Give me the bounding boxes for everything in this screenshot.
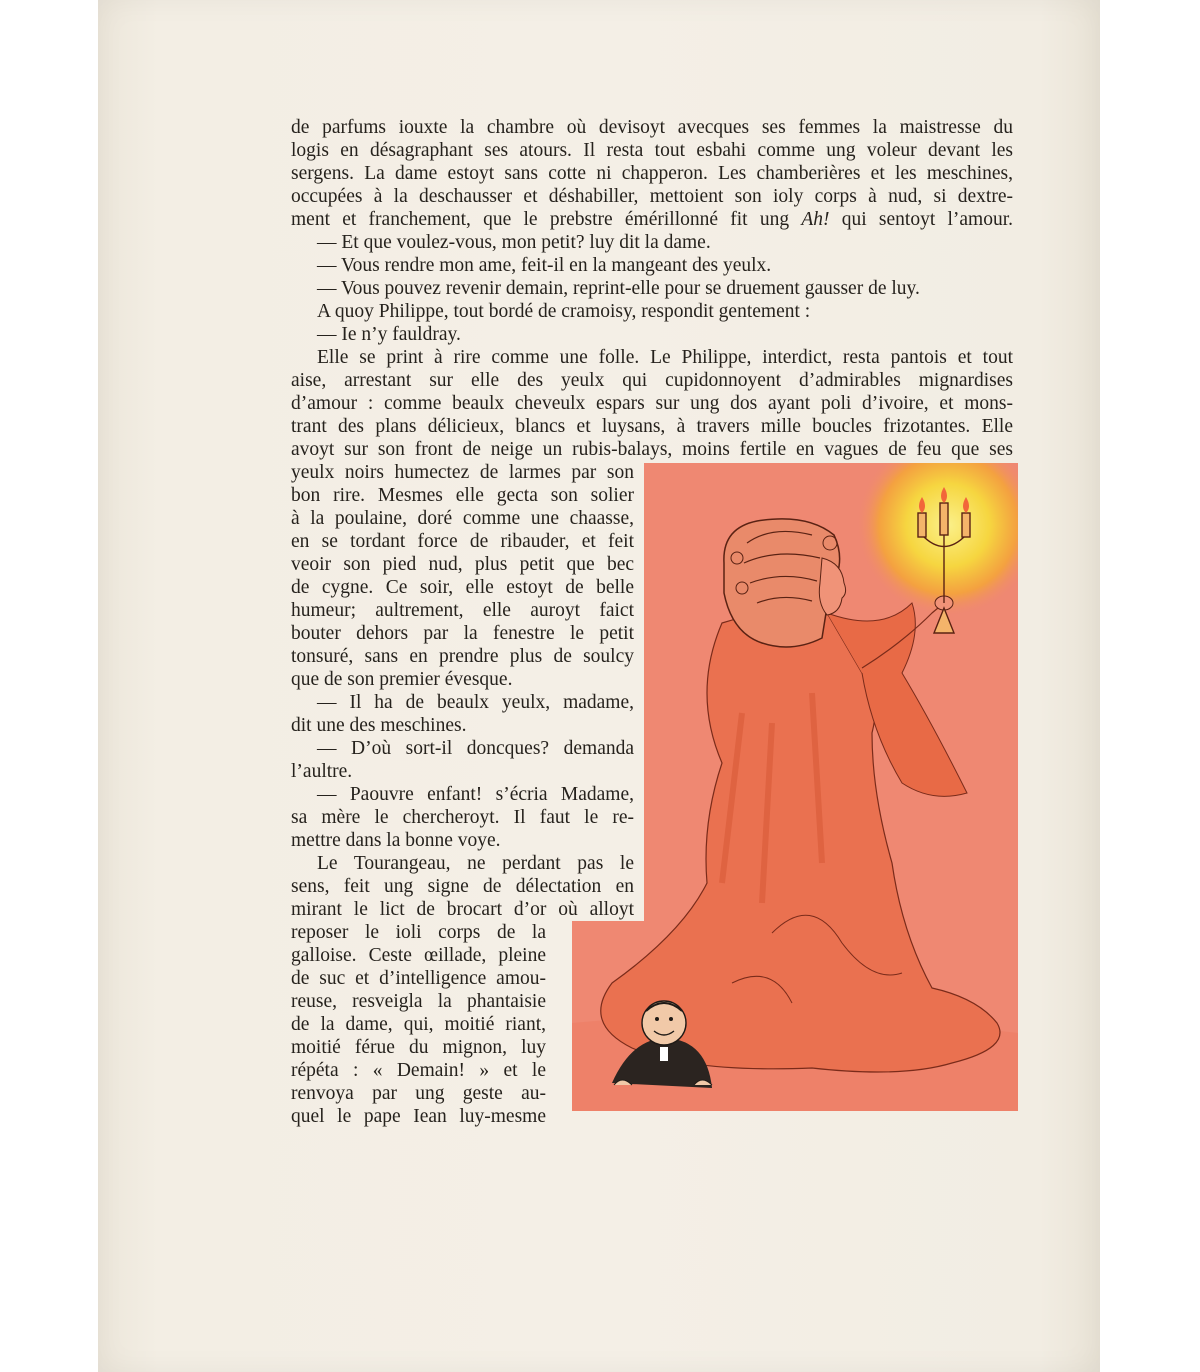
text-line: yeulx noirs humectez de larmes par son: [291, 462, 634, 483]
text-line: mirant le lict de brocart d’or où alloyt: [291, 899, 634, 920]
dialogue-line: — Ie n’y fauldray.: [317, 324, 461, 345]
dialogue-line: — Vous pouvez revenir demain, reprint-elle pour se druement gausser de luy.: [317, 278, 920, 299]
illustration: [572, 463, 1018, 1111]
text-line: Le Tourangeau, ne perdant pas le: [317, 853, 634, 874]
illustration-artwork: [572, 463, 1018, 1111]
text-line: sens, feit ung signe de délectation en: [291, 876, 634, 897]
text-line: en se tordant force de ribauder, et feit: [291, 531, 634, 552]
text-line: occupées à la deschausser et déshabiller, mettoient son ioly corps à nud, si dextre-: [291, 186, 1013, 207]
text-line: d’amour : comme beaulx cheveulx espars sur ung dos ayant poli d’ivoire, et mons-: [291, 393, 1013, 414]
text-line: de la dame, qui, moitié riant,: [291, 1014, 546, 1035]
text-line: renvoya par ung geste au-: [291, 1083, 546, 1104]
text-line: mettre dans la bonne voye.: [291, 830, 501, 851]
text-line: reuse, resveigla la phantaisie: [291, 991, 546, 1012]
text-line: A quoy Philippe, tout bordé de cramoisy, respondit gentement :: [317, 301, 811, 322]
text-line: répéta : « Demain! » et le: [291, 1060, 546, 1081]
text-line: logis en désagraphant ses atours. Il resta tout esbahi comme ung voleur devant les: [291, 140, 1013, 161]
text-line: galloise. Ceste œillade, pleine: [291, 945, 546, 966]
text-line: avoyt sur son front de neige un rubis-balays, moins fertile en vagues de feu que ses: [291, 439, 1013, 460]
text-line: sergens. La dame estoyt sans cotte ni chapperon. Les chamberières et les meschines,: [291, 163, 1013, 184]
dialogue-line: — D’où sort-il doncques? demanda: [317, 738, 634, 759]
text-line: de suc et d’intelligence amou-: [291, 968, 546, 989]
text-line: trant des plans délicieux, blancs et luysans, à travers mille boucles frizotantes. Elle: [291, 416, 1013, 437]
text-line: moitié férue du mignon, luy: [291, 1037, 546, 1058]
text-line: Elle se print à rire comme une folle. Le Philippe, interdict, resta pantois et tout: [317, 347, 1013, 368]
dialogue-line: — Et que voulez-vous, mon petit? luy dit la dame.: [317, 232, 711, 253]
text-line: à la poulaine, doré comme une chaasse,: [291, 508, 634, 529]
dialogue-line: — Il ha de beaulx yeulx, madame,: [317, 692, 634, 713]
text-segment: qui sentoyt l’amour.: [841, 209, 1013, 230]
text-line: aise, arrestant sur elle des yeulx qui cupidonnoyent d’admirables mignardises: [291, 370, 1013, 391]
text-line: de parfums iouxte la chambre où devisoyt avecques ses femmes la maistresse du: [291, 117, 1013, 138]
book-page: [98, 0, 1100, 1372]
text-line: reposer le ioli corps de la: [291, 922, 546, 943]
text-line: l’aultre.: [291, 761, 353, 782]
text-line: tonsuré, sans en prendre plus de soulcy: [291, 646, 634, 667]
text-segment: ment et franchement, que le prebstre émérillonné fit ung: [291, 209, 790, 230]
text-line: dit une des meschines.: [291, 715, 467, 736]
text-line: [291, 209, 1013, 231]
text-line: humeur; aultrement, elle auroyt faict: [291, 600, 634, 621]
dialogue-line: — Paouvre enfant! s’écria Madame,: [317, 784, 634, 805]
italic-exclamation: Ah!: [801, 209, 830, 230]
text-line: que de son premier évesque.: [291, 669, 513, 690]
text-line: bon rire. Mesmes elle gecta son solier: [291, 485, 634, 506]
text-line: veoir son pied nud, plus petit que bec: [291, 554, 634, 575]
text-line: de cygne. Ce soir, elle estoyt de belle: [291, 577, 634, 598]
text-line: sa mère le chercheroyt. Il faut le re-: [291, 807, 634, 828]
text-line: bouter dehors par la fenestre le petit: [291, 623, 634, 644]
dialogue-line: — Vous rendre mon ame, feit-il en la mangeant des yeulx.: [317, 255, 772, 276]
text-line: quel le pape Iean luy-mesme: [291, 1106, 546, 1127]
